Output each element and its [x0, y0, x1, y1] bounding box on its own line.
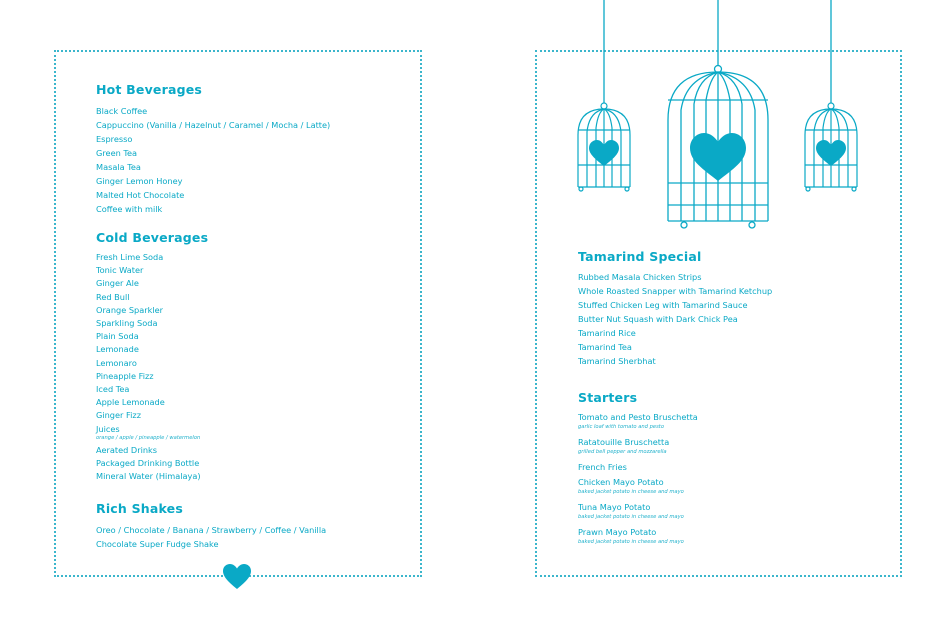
section-title-tamarind-special: Tamarind Special [578, 249, 702, 264]
menu-item: Ginger Fizz [96, 410, 141, 421]
menu-item: Cappuccino (Vanilla / Hazelnut / Caramel / Mocha / Latte) [96, 120, 331, 130]
menu-item: Green Tea [96, 148, 138, 158]
section-title-starters: Starters [578, 390, 638, 405]
menu-item: Espresso [96, 134, 133, 144]
menu-item: Tonic Water [96, 265, 144, 276]
menu-item: Masala Tea [96, 162, 141, 172]
menu-item: Lemonade [96, 344, 139, 355]
menu-item: Tamarind Tea [578, 342, 632, 352]
item-description: garlic loaf with tomato and pesto [578, 424, 665, 430]
menu-item: French Fries [578, 462, 627, 472]
menu-item: Malted Hot Chocolate [96, 190, 185, 200]
menu-item: Apple Lemonade [96, 397, 165, 408]
menu-item: Coffee with milk [96, 204, 163, 214]
item-description: baked jacket potato in cheese and mayo [578, 489, 684, 495]
item-description: orange / apple / pineapple / watermelon [96, 434, 201, 441]
section-title-cold-beverages: Cold Beverages [96, 230, 209, 245]
menu-item: Tomato and Pesto Bruschetta [578, 412, 698, 422]
cold-beverages-section [96, 230, 208, 483]
menu-item: Juices [96, 423, 120, 434]
menu-item: Lemonaro [96, 357, 137, 368]
menu-item: Oreo / Chocolate / Banana / Strawberry / Coffee / Vanilla [96, 525, 327, 535]
menu-item: Sparkling Soda [96, 318, 158, 329]
section-title-hot-beverages: Hot Beverages [96, 82, 203, 97]
menu-item: Aerated Drinks [96, 444, 158, 455]
menu-item: Tuna Mayo Potato [578, 502, 651, 512]
menu-item: Tamarind Rice [578, 328, 636, 338]
item-description: baked jacket potato in cheese and mayo [578, 539, 684, 545]
starters-section [578, 390, 698, 551]
item-description: grilled bell pepper and mozzarella [578, 449, 667, 455]
menu-item: Butter Nut Squash with Dark Chick Pea [578, 314, 738, 324]
menu-item: Pineapple Fizz [96, 370, 154, 381]
menu-item: Whole Roasted Snapper with Tamarind Ketchup [578, 286, 773, 296]
section-title-rich-shakes: Rich Shakes [96, 501, 184, 516]
menu-item: Prawn Mayo Potato [578, 527, 657, 537]
birdcages-illustration [0, 0, 951, 240]
starters-list [578, 411, 698, 545]
menu-item: Chicken Mayo Potato [578, 477, 664, 487]
menu-item: Red Bull [96, 291, 130, 302]
menu-item: Black Coffee [96, 106, 148, 116]
menu-item: Ratatouille Bruschetta [578, 437, 670, 447]
rich-shakes-list [96, 523, 326, 551]
item-description: baked jacket potato in cheese and mayo [578, 514, 684, 520]
heart-icon [223, 564, 251, 590]
menu-item: Ginger Ale [96, 278, 139, 289]
rich-shakes-section [96, 501, 326, 551]
menu-item: Ginger Lemon Honey [96, 176, 183, 186]
menu-item: Orange Sparkler [96, 304, 164, 315]
menu-item: Fresh Lime Soda [96, 252, 164, 262]
tamarind-special-list [578, 270, 772, 368]
menu-item: Tamarind Sherbhat [578, 356, 656, 366]
cold-beverages-list [96, 251, 208, 483]
menu-item: Chocolate Super Fudge Shake [96, 539, 219, 549]
tamarind-special-section [578, 249, 772, 368]
menu-item: Packaged Drinking Bottle [96, 457, 200, 468]
menu-item: Rubbed Masala Chicken Strips [578, 272, 702, 282]
menu-item: Iced Tea [96, 384, 130, 395]
menu-item: Plain Soda [96, 331, 139, 342]
menu-item: Mineral Water (Himalaya) [96, 471, 201, 482]
menu-item: Stuffed Chicken Leg with Tamarind Sauce [578, 300, 748, 310]
